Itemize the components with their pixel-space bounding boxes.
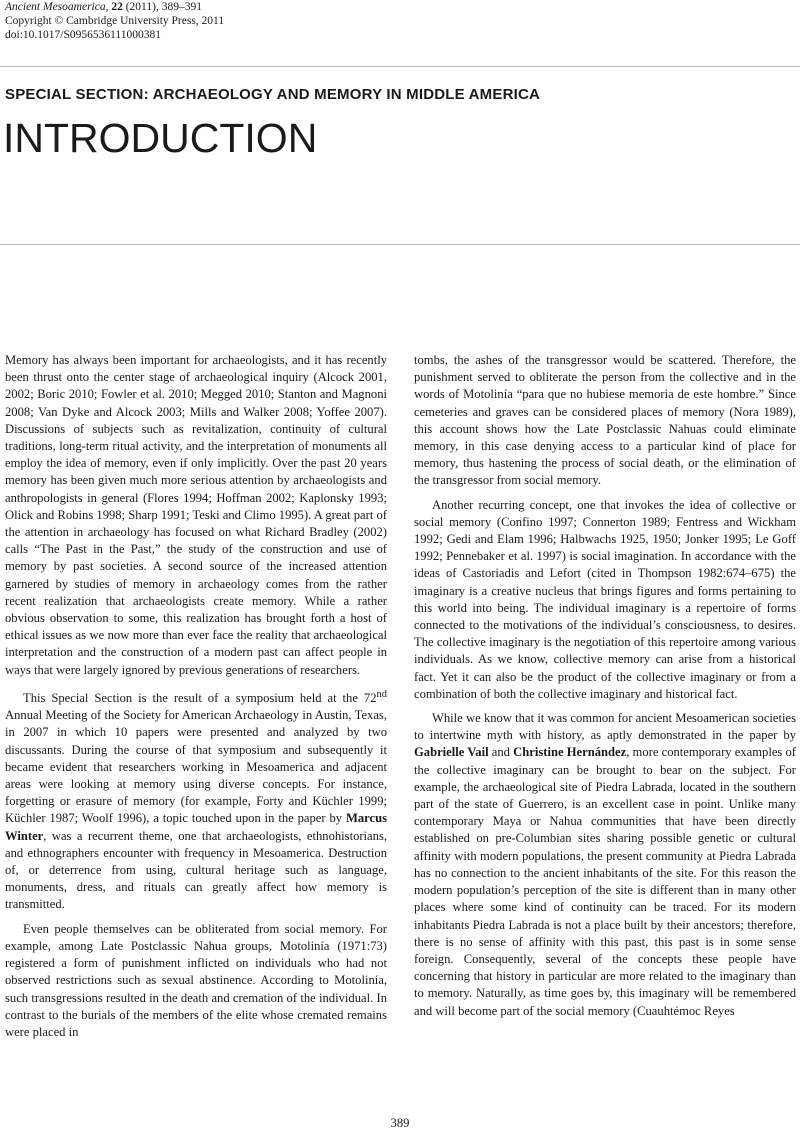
paragraph: Memory has always been important for archaeologists, and it has recently been thrust onto the center stage of archaeological inquiry (Alcock 2001, 2002; Boric 2010; Fowler et al. 2010; Megged 2010; Stanton and Magnoni 2008; Van Dyke and Alcock 2003; Mills and Walker 2008; Yoffee 2007). Discussions of subjects such as revitalization, continuity of cultural traditions, long-term ritual activity, and the interpretation of monuments all employ the idea of memory, even if only implicitly. Over the past 20 years memory has been given much more serious attention by archaeologists and anthropologists in general (Flores 1994; Hoffman 2002; Kaplonsky 1993; Olick and Robins 1998; Sharp 1991; Teski and Climo 1995). A great part of the attention in archaeology has focused on what Richard Bradley (2002) calls “The Past in the Past,” the study of the construction and use of memory by past societies. A second source of the increased attention garnered by studies of memory in archaeology comes from the rather recent realization that archaeologists create memory. While a rather obvious observation to some, this realization has brought forth a host of ethical issues as we now more than ever face the reality that archaeological interpretation and the construction of a modern past can affect people in ways that were largely ignored by previous generations of researchers.	[5, 353, 387, 677]
page-number: 389	[390, 1116, 410, 1130]
paragraph: This Special Section is the result of a symposium held at the 72nd Annual Meeting of the Society for American Archaeology in Austin, Texas, in 2007 in which 10 papers were presented and analyzed by two discussants. During the course of that symposium and subsequently it became evident that researchers working in Mesoamerica and adjacent areas were looking at memory using diverse concepts. For instance, forgetting or erasure of memory (for example, Forty and Küchler 1999; Küchler 1987; Woolf 1996), a topic touched upon in the paper by Marcus Winter, was a recurrent theme, one that archaeologists, ethnohistorians, and ethnographers encounter with frequency in Mesoamerica. Destruction of, or deterrence from using, cultural heritage such as language, monuments, dress, and rituals can greatly affect how memory is transmitted.	[5, 688, 387, 912]
running-header	[5, 0, 224, 42]
right-column	[414, 352, 796, 1027]
author-name: Marcus Winter	[5, 811, 387, 843]
paragraph: While we know that it was common for ancient Mesoamerican societies to intertwine myth with history, as aptly demonstrated in the paper by Gabrielle Vail and Christine Hernández, more contemporary examples of the collective imaginary can be brought to bear on the subject. For example, the archaeological site of Piedra Labrada, located in the southern part of the state of Guerrero, is an excellent case in point. Unlike many contemporary Maya or Nahua communities that have been directly established on pre-Columbian sites sharing possible genetic or cultural affinity with modern populations, the present community at Piedra Labrada has no connection to the ancient inhabitants of the site. For this reason the modern population’s perception of the site is different than in many other places where some kind of continuity can be traced. For its modern inhabitants Piedra Labrada is not a place built by their ancestors; therefore, there is no sense of affinity with this past, this past is in some sense foreign. Consequently, several of the concepts these people have concerning that history in particular are more related to the imaginary than to memory. Naturally, as time goes by, this imaginary will be remembered and will become part of the social memory (Cuauhtémoc Reyes	[414, 711, 796, 1018]
copyright-line: Copyright © Cambridge University Press, 2011	[5, 15, 225, 27]
doi-line: doi:10.1017/S0956536111000381	[5, 29, 162, 41]
article-title: INTRODUCTION	[3, 115, 318, 161]
header-divider	[0, 66, 800, 67]
paragraph: Even people themselves can be obliterated from social memory. For example, among Late Postclassic Nahua groups, Motolinía (1971:73) registered a form of punishment inflicted on individuals who had not observed restrictions such as sexual abstinence. According to Motolinía, such transgressions resulted in the death and cremation of the individual. In contrast to the burials of the members of the elite whose cremated remains were placed in	[5, 921, 387, 1039]
section-label: SPECIAL SECTION: ARCHAEOLOGY AND MEMORY IN MIDDLE AMERICA	[5, 86, 541, 103]
paragraph: tombs, the ashes of the transgressor would be scattered. Therefore, the punishment served to obliterate the person from the collective and in the words of Motolinía “para que no hubiese memoria de este hombre.” Since cemeteries and graves can be considered places of memory (Nora 1989), this account shows how the Late Postclassic Nahuas could eliminate memory, in this case denying access to a particular kind of place for memory, thus hastening the process of social death, or the elimination of the transgressor from social memory.	[414, 353, 796, 488]
journal-citation: Ancient Mesoamerica, 22 (2011), 389–391	[5, 1, 202, 13]
author-name: Gabrielle Vail	[414, 745, 489, 760]
left-column	[5, 352, 387, 1048]
title-divider	[0, 244, 800, 245]
paragraph: Another recurring concept, one that invokes the idea of collective or social memory (Confino 1997; Connerton 1989; Fentress and Wickham 1992; Gedi and Elam 1996; Halbwachs 1925, 1950; Jonker 1995; Le Goff 1992; Pennebaker et al. 1997) is social imagination. In accordance with the ideas of Castoriadis and Lefort (cited in Thompson 1982:674–675) the imaginary is a creative nucleus that brings figures and forms pertaining to this world into being. The individual imaginary is a repertoire of forms connected to the motivations of the individual’s consciousness, to desires. The collective imaginary is the negotiation of this repertoire among various individuals. As we know, collective memory can arise from a historical fact. Yet it can also be the product of the collective imaginary or from a combination of both the collective imaginary and historical fact.	[414, 497, 796, 701]
author-name: Christine Hernández	[513, 745, 627, 760]
